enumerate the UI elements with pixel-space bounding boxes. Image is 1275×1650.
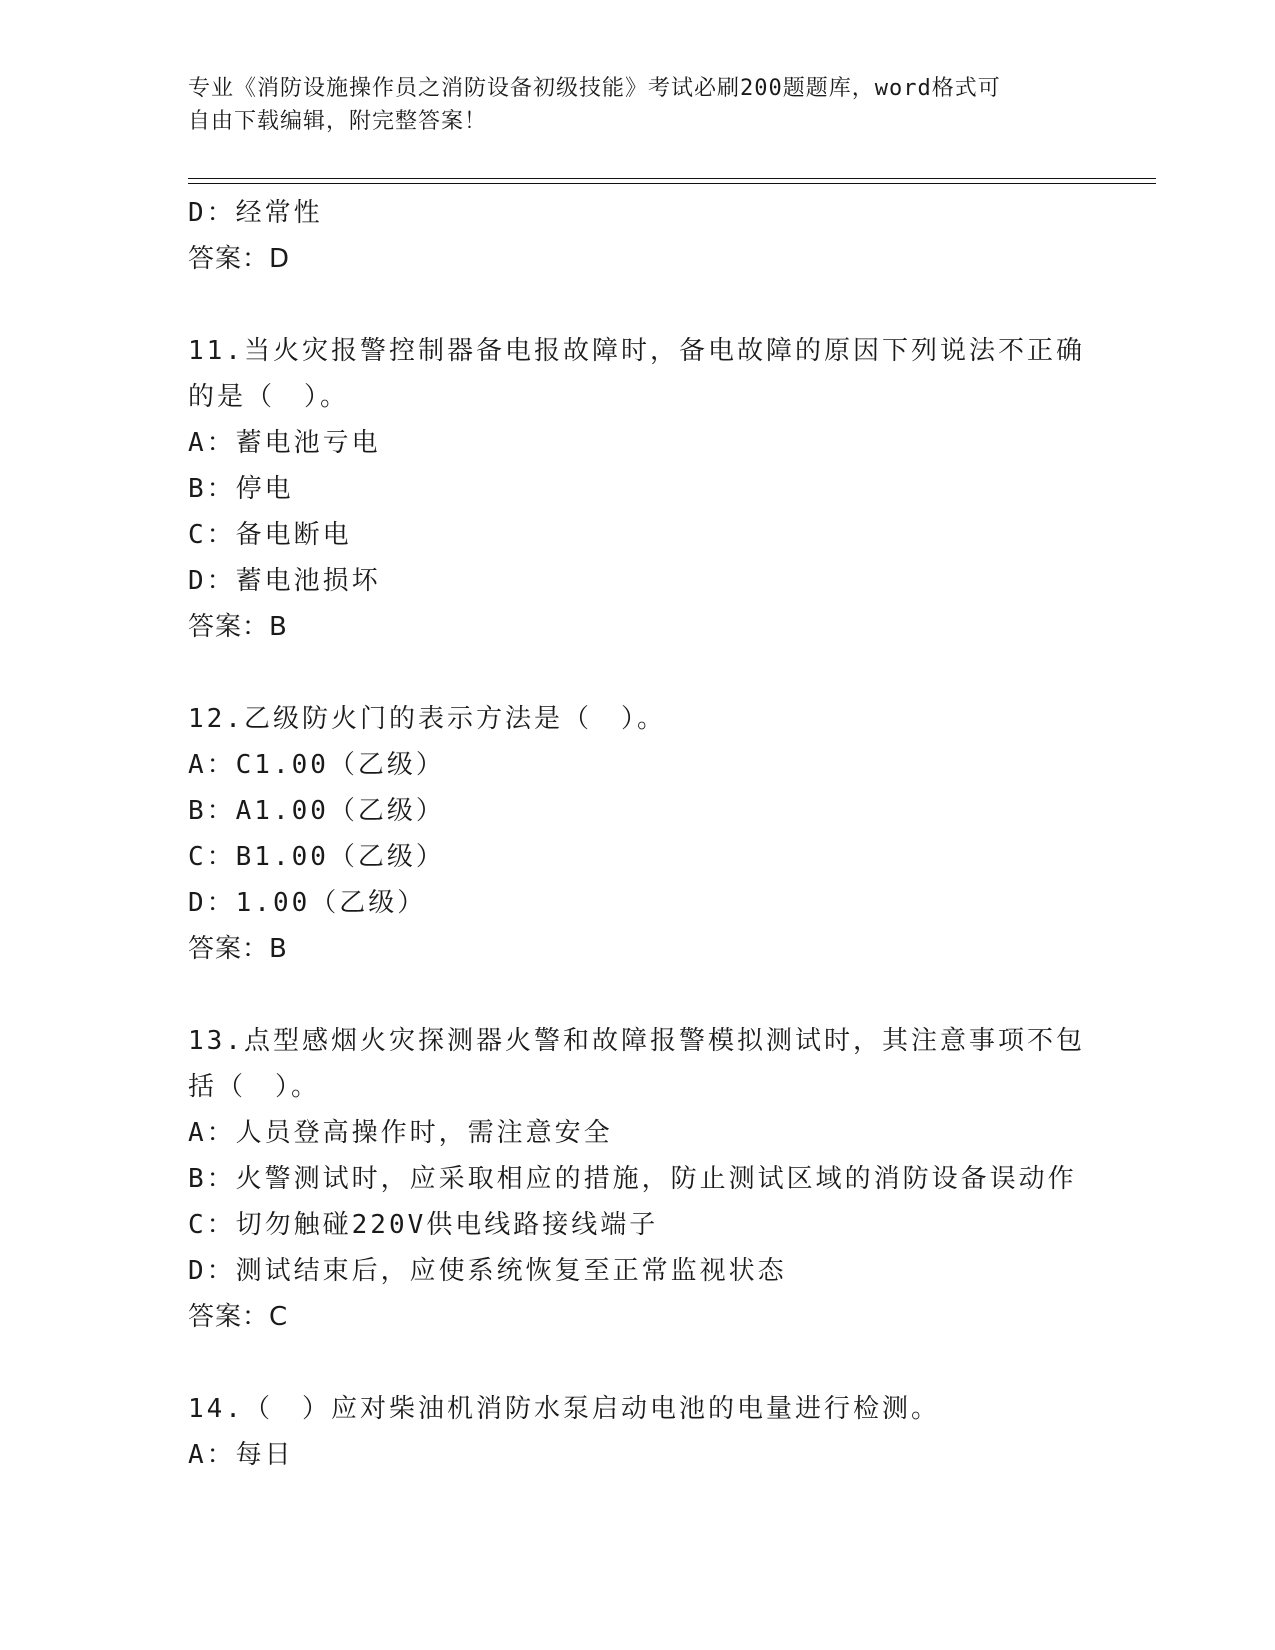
option-d: D：蓄电池损坏 xyxy=(188,566,381,596)
question-stem: 12.乙级防火门的表示方法是（ ）。 xyxy=(188,704,666,734)
spacer xyxy=(188,650,1108,696)
question-stem-cont: 括（ ）。 xyxy=(188,1072,321,1102)
spacer xyxy=(188,282,1108,328)
question-14 xyxy=(188,1386,1108,1478)
option-c: C：B1.00（乙级） xyxy=(188,842,445,872)
question-12 xyxy=(188,696,1108,972)
question-list xyxy=(188,190,1108,1478)
option-c: C：切勿触碰220V供电线路接线端子 xyxy=(188,1210,659,1240)
question-11 xyxy=(188,328,1108,650)
option-a: A：蓄电池亏电 xyxy=(188,428,381,458)
header-rule-bottom xyxy=(188,183,1156,184)
option-c: C：备电断电 xyxy=(188,520,352,550)
answer: 答案：B xyxy=(188,612,288,642)
option-a: A：C1.00（乙级） xyxy=(188,750,445,780)
option-b: B：停电 xyxy=(188,474,294,504)
question-stem: 11.当火灾报警控制器备电报故障时，备电故障的原因下列说法不正确 xyxy=(188,336,1085,366)
header-line-1: 专业《消防设施操作员之消防设备初级技能》考试必刷200题题库，word格式可 xyxy=(188,76,1001,101)
question-stem-cont: 的是（ ）。 xyxy=(188,382,350,412)
prev-option-d: D：经常性 xyxy=(188,198,323,228)
spacer xyxy=(188,1340,1108,1386)
option-d: D：1.00（乙级） xyxy=(188,888,427,918)
question-13 xyxy=(188,1018,1108,1340)
answer: 答案：C xyxy=(188,1302,289,1332)
option-d: D：测试结束后，应使系统恢复至正常监视状态 xyxy=(188,1256,787,1286)
option-b: B：火警测试时，应采取相应的措施，防止测试区域的消防设备误动作 xyxy=(188,1164,1077,1194)
prev-answer: 答案：D xyxy=(188,244,291,274)
spacer xyxy=(188,972,1108,1018)
header-line-2: 自由下载编辑，附完整答案！ xyxy=(188,109,488,134)
answer: 答案：B xyxy=(188,934,288,964)
question-stem: 13.点型感烟火灾探测器火警和故障报警模拟测试时，其注意事项不包 xyxy=(188,1026,1085,1056)
option-a: A：人员登高操作时，需注意安全 xyxy=(188,1118,613,1148)
document-header xyxy=(188,72,1068,138)
option-b: B：A1.00（乙级） xyxy=(188,796,445,826)
header-rule-top xyxy=(188,178,1156,179)
option-a: A：每日 xyxy=(188,1440,294,1470)
question-stem: 14.（ ）应对柴油机消防水泵启动电池的电量进行检测。 xyxy=(188,1394,940,1424)
